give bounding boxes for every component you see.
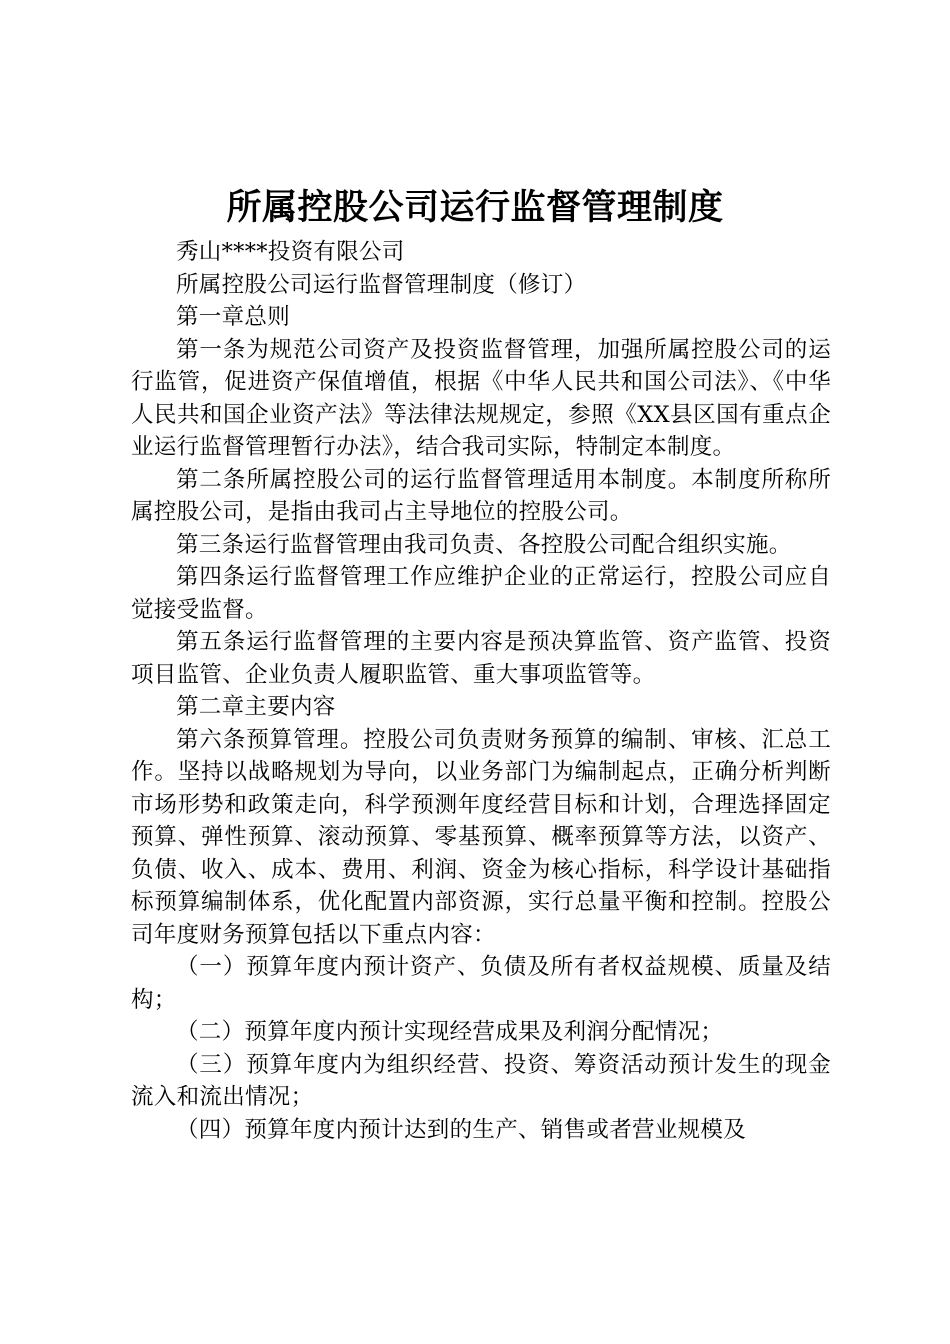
chapter-heading: 第一章总则 — [176, 304, 291, 330]
article-paragraph: 第三条运行监督管理由我司负责、各控股公司配合组织实施。 — [176, 531, 792, 558]
list-item: （三）预算年度内为组织经营、投资、筹资活动预计发生的现金流入和流出情况； — [131, 1051, 831, 1110]
article-paragraph: 第五条运行监督管理的主要内容是预决算监管、资产监管、投资项目监管、企业负责人履职监管、重大事项监管等。 — [131, 629, 831, 688]
list-item: （一）预算年度内预计资产、负债及所有者权益规模、质量及结构； — [131, 954, 831, 1013]
article-paragraph: 第二条所属控股公司的运行监督管理适用本制度。本制度所称所属控股公司，是指由我司占主导地位的控股公司。 — [131, 466, 831, 525]
article-paragraph: 第四条运行监督管理工作应维护企业的正常运行，控股公司应自觉接受监督。 — [131, 564, 831, 623]
chapter-heading: 第二章主要内容 — [176, 694, 336, 720]
list-item: （四）预算年度内预计达到的生产、销售或者营业规模及 — [176, 1116, 747, 1143]
article-paragraph: 第一条为规范公司资产及投资监督管理，加强所属控股公司的运行监管，促进资产保值增值，根据《中华人民共和国公司法》、《中华人民共和国企业资产法》等法律法规规定，参照《XX县区国有重点企业运行监督管理暂行办法》，结合我司实际，特制定本制度。 — [131, 336, 831, 460]
company-name-line: 秀山****投资有限公司 — [176, 239, 405, 265]
document-body — [131, 236, 831, 1146]
document-title: 所属控股公司运行监督管理制度 — [226, 187, 724, 228]
subtitle-line: 所属控股公司运行监督管理制度（修订） — [176, 271, 587, 298]
list-item: （二）预算年度内预计实现经营成果及利润分配情况； — [176, 1019, 724, 1045]
article-paragraph: 第六条预算管理。控股公司负责财务预算的编制、审核、汇总工作。坚持以战略规划为导向，以业务部门为编制起点，正确分析判断市场形势和政策走向，科学预测年度经营目标和计划，合理选择固定预算、弹性预算、滚动预算、零基预算、概率预算等方法，以资产、负债、收入、成本、费用、利润、资金为核心指标，科学设计基础指标预算编制体系，优化配置内部资源，实行总量平衡和控制。控股公司年度财务预算包括以下重点内容： — [131, 726, 831, 948]
